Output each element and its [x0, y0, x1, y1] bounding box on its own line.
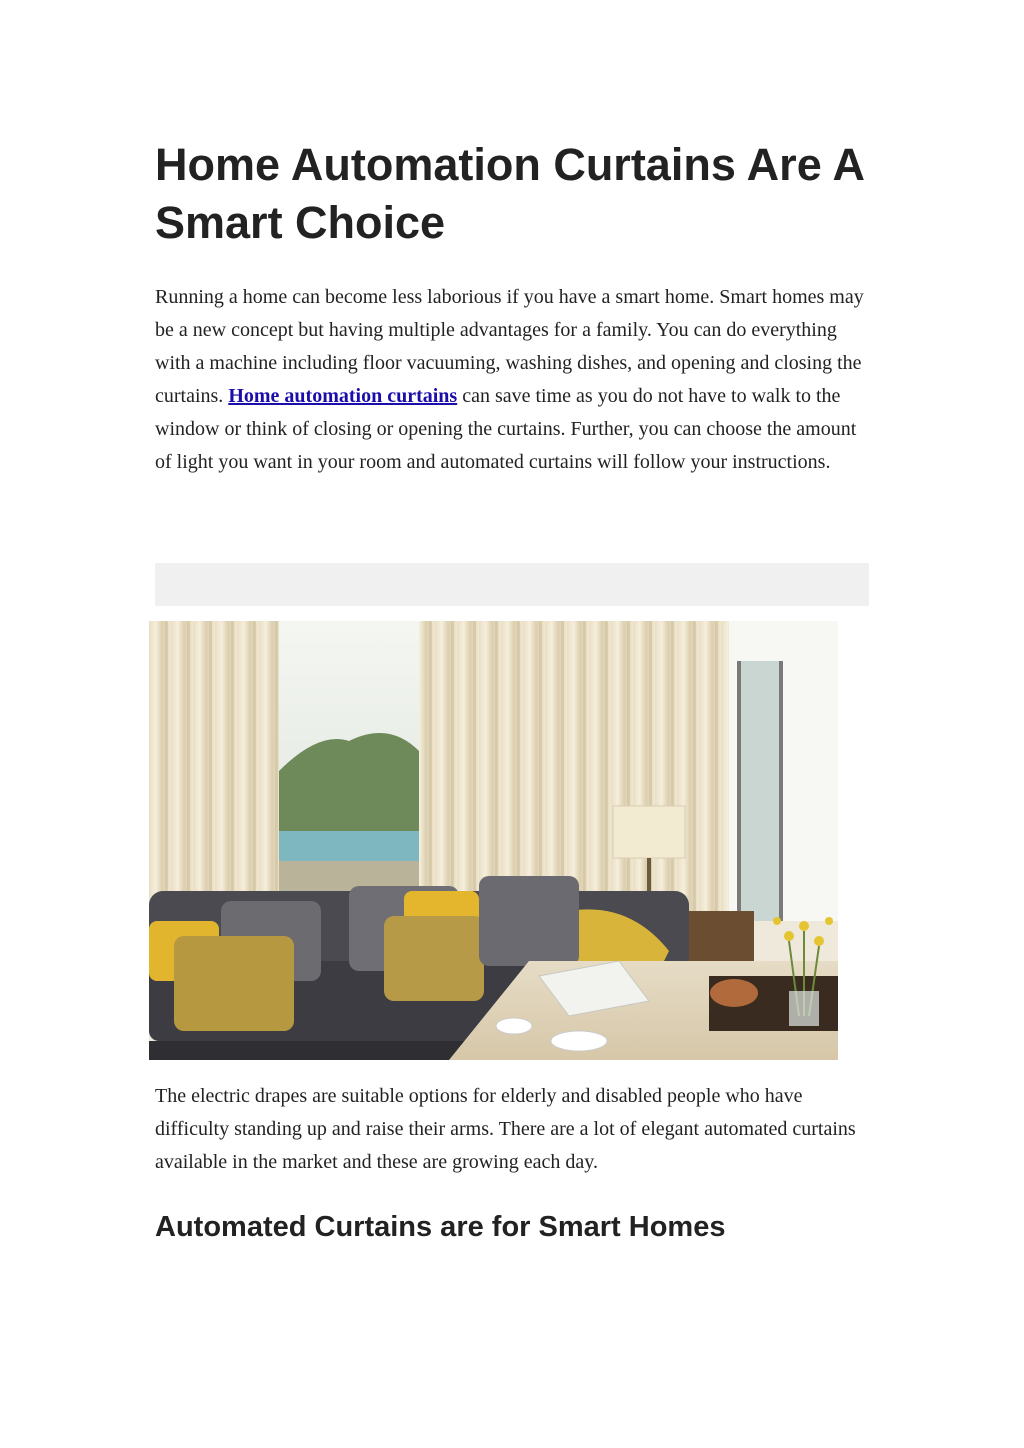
second-paragraph: The electric drapes are suitable options for elderly and disabled people who have difficulty standing up and raise their arms. There are a lot of elegant automated curtains available in the market and these are growing each day.	[155, 1085, 856, 1173]
living-room-photo	[149, 621, 838, 1060]
home-automation-curtains-link[interactable]: Home automation curtains	[228, 385, 458, 407]
section-heading: Automated Curtains are for Smart Homes	[155, 1211, 726, 1243]
intro-text-after-link: can save time as you do not have to walk to the window or think of closing or opening the curtains. Further, you can choose the amount of light you want in your room and automated curtains will follow your instructions.	[155, 385, 857, 473]
intro-text-before-link: Running a home can become less laborious if you have a smart home. Smart homes may be a new concept but having multiple advantages for a family. You can do everything with a machine including floor vacuuming, washing dishes, and opening and closing the curtains.	[155, 286, 864, 407]
placeholder-bar	[155, 563, 869, 606]
intro-paragraph	[155, 281, 875, 479]
article-title: Home Automation Curtains Are A Smart Choice	[155, 139, 864, 248]
